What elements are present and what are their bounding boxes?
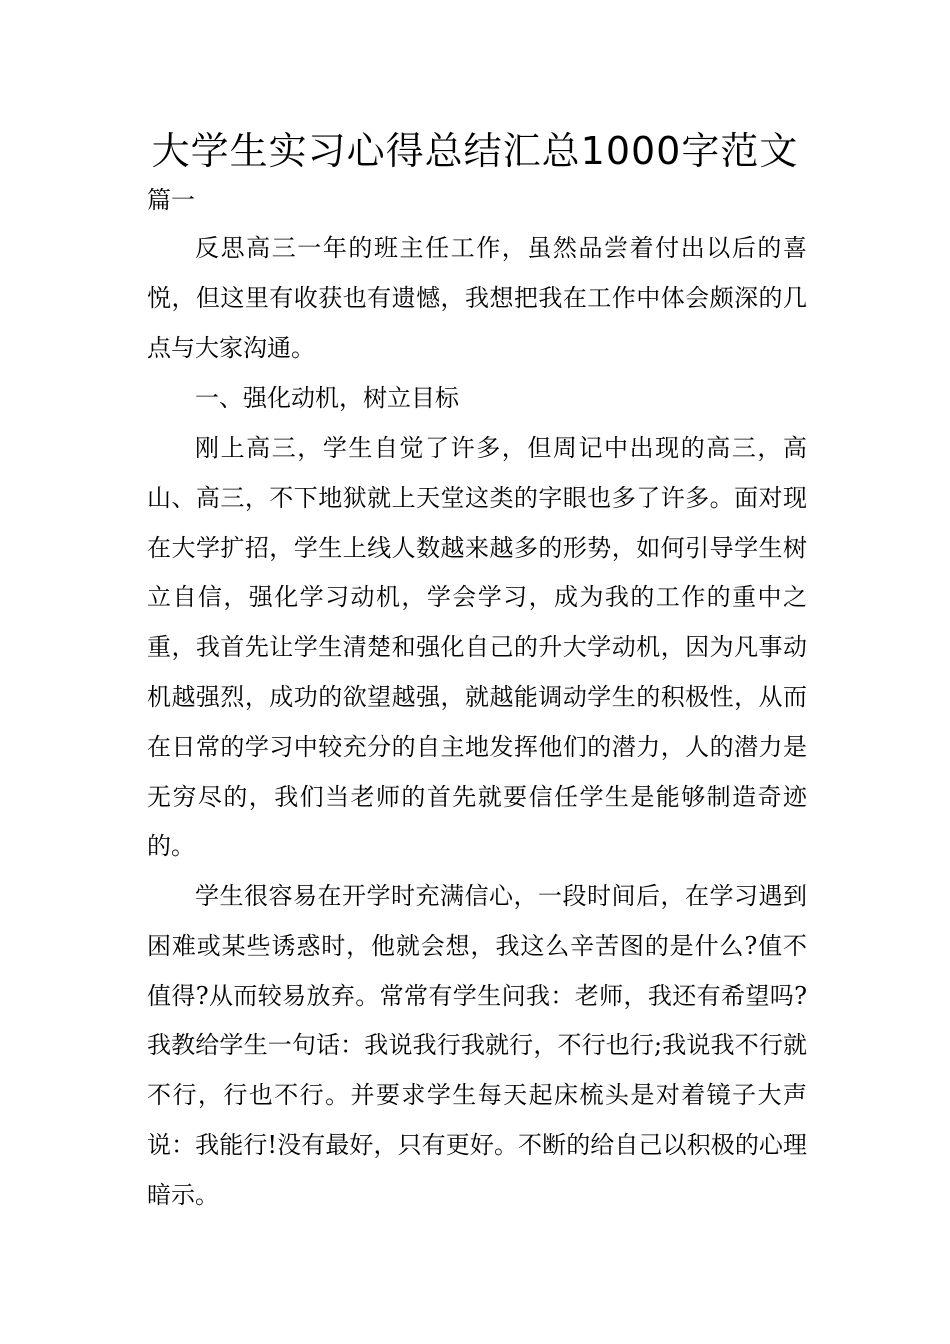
section-heading: 一、强化动机，树立目标: [195, 384, 459, 412]
section-label: 篇一: [147, 186, 195, 214]
paragraph-motivation: 刚上高三，学生自觉了许多，但周记中出现的高三，高山、高三，不下地狱就上天堂这类的字眼也多了许多。面对现在大学扩招，学生上线人数越来越多的形势，如何引导学生树立自信，强化学习动机，学会学习，成为我的工作的重中之重，我首先让学生清楚和强化自己的升大学动机，因为凡事动机越强烈，成功的欲望越强，就越能调动学生的积极性，从而在日常的学习中较充分的自主地发挥他们的潜力，人的潜力是无穷尽的，我们当老师的首先就要信任学生是能够制造奇迹的。: [147, 434, 807, 861]
document-title: 大学生实习心得总结汇总1000字范文: [151, 129, 799, 173]
paragraph-confidence: 学生很容易在开学时充满信心，一段时间后，在学习遇到困难或某些诱惑时，他就会想，我这么辛苦图的是什么?值不值得?从而较易放弃。常常有学生问我：老师，我还有希望吗?我教给学生一句话：我说我行我就行，不行也行;我说我不行就不行，行也不行。并要求学生每天起床梳头是对着镜子大声说：我能行!没有最好，只有更好。不断的给自己以积极的心理暗示。: [147, 882, 807, 1209]
paragraph-intro: 反思高三一年的班主任工作，虽然品尝着付出以后的喜悦，但这里有收获也有遗憾，我想把我在工作中体会颇深的几点与大家沟通。: [147, 234, 807, 362]
